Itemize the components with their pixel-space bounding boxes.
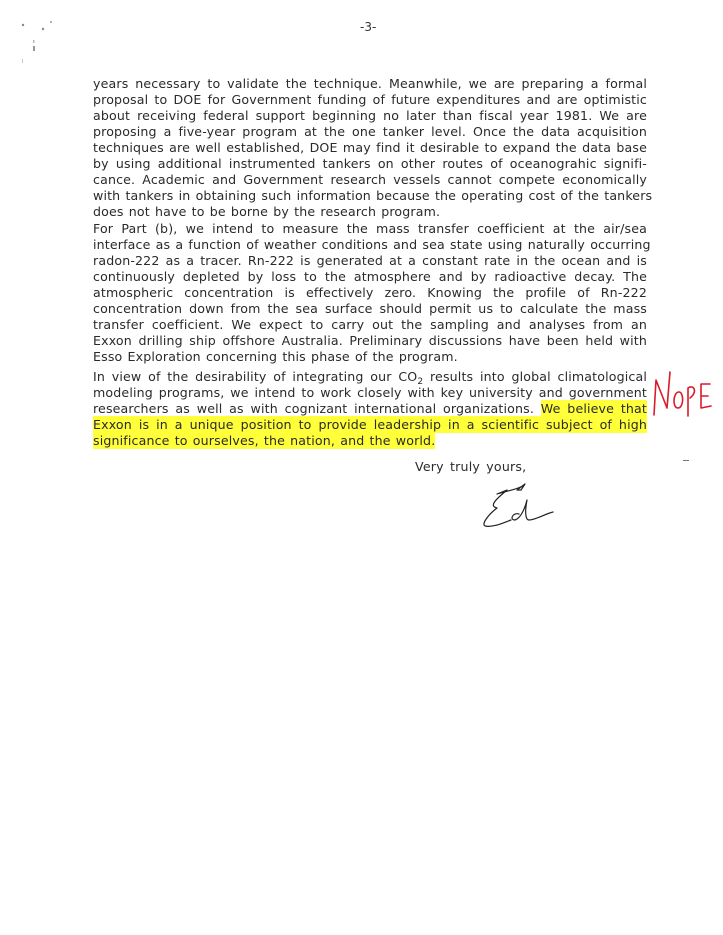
handwritten-nope-annotation bbox=[650, 370, 720, 430]
text-line: Exxon drilling ship offshore Australia. Preliminary discussions have been held with bbox=[93, 333, 647, 348]
text-line: Esso Exploration concerning this phase of the program. bbox=[93, 349, 458, 364]
subscript: 2 bbox=[417, 377, 424, 387]
text-line: by using additional instrumented tankers on other routes of oceanograhic signifi- bbox=[93, 156, 647, 171]
paragraph-3 bbox=[93, 369, 647, 449]
text-line: interface as a function of weather conditions and sea state using naturally occurring bbox=[93, 237, 651, 252]
highlighted-text: Exxon is in a unique position to provide leadership in a scientific subject of high bbox=[93, 417, 647, 432]
text-line: about receiving federal support beginning no later than fiscal year 1981. We are bbox=[93, 108, 647, 123]
text-line: radon-222 as a tracer. Rn-222 is generated at a constant rate in the ocean and is bbox=[93, 253, 647, 268]
text-line bbox=[93, 369, 647, 385]
text-line: does not have to be borne by the research program. bbox=[93, 204, 441, 219]
text-line: proposing a five-year program at the one tanker level. Once the data acquisition bbox=[93, 124, 647, 139]
text-line: For Part (b), we intend to measure the mass transfer coefficient at the air/sea bbox=[93, 221, 647, 236]
text-line bbox=[93, 401, 647, 417]
text-line: transfer coefficient. We expect to carry out the sampling and analyses from an bbox=[93, 317, 647, 332]
handwritten-signature bbox=[475, 478, 565, 538]
text-line bbox=[93, 417, 647, 433]
text-segment: researchers as well as with cognizant international organizations. bbox=[93, 401, 541, 416]
highlighted-text: significance to ourselves, the nation, and the world. bbox=[93, 433, 436, 448]
text-line: concentration down from the sea surface should permit us to calculate the mass bbox=[93, 301, 647, 316]
text-line bbox=[93, 433, 647, 449]
paragraph-2 bbox=[93, 221, 651, 365]
paragraph-1 bbox=[93, 76, 653, 220]
closing-line: Very truly yours, bbox=[415, 459, 527, 474]
text-line: proposal to DOE for Government funding of future expenditures and are optimistic bbox=[93, 92, 647, 107]
text-segment: In view of the desirability of integrating our CO bbox=[93, 369, 418, 384]
highlighted-text: We believe that bbox=[540, 401, 648, 416]
text-line: cance. Academic and Government research vessels cannot compete economically bbox=[93, 172, 647, 187]
text-line: with tankers in obtaining such information because the operating cost of the tankers bbox=[93, 188, 653, 203]
scan-specks-decoration bbox=[0, 0, 80, 80]
text-line: modeling programs, we intend to work closely with key university and government bbox=[93, 385, 647, 400]
text-line: atmospheric concentration is effectively zero. Knowing the profile of Rn-222 bbox=[93, 285, 647, 300]
text-line: techniques are well established, DOE may find it desirable to expand the data base bbox=[93, 140, 647, 155]
page-number: -3- bbox=[360, 20, 377, 34]
margin-mark bbox=[683, 460, 689, 461]
text-segment: results into global climatological bbox=[423, 369, 648, 384]
text-line: continuously depleted by loss to the atmosphere and by radioactive decay. The bbox=[93, 269, 647, 284]
text-line: years necessary to validate the technique. Meanwhile, we are preparing a formal bbox=[93, 76, 647, 91]
